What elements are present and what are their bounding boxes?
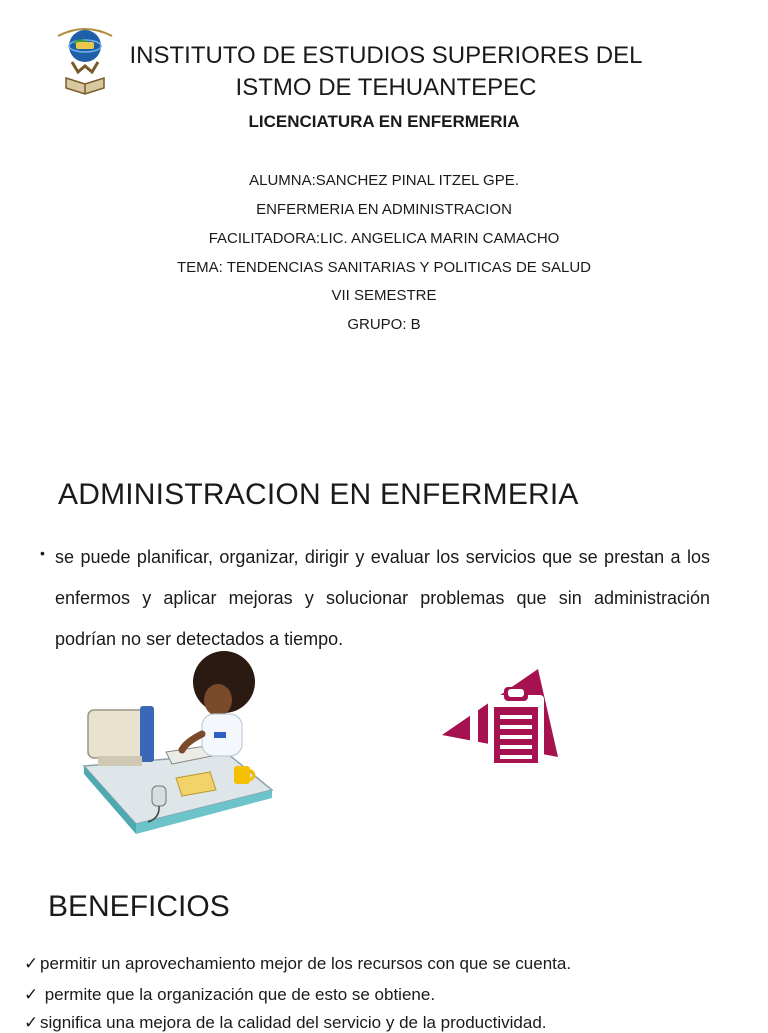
benefit-text: permitir un aprovechamiento mejor de los recursos con que se cuenta. — [40, 954, 572, 973]
institute-logo-icon — [52, 22, 118, 96]
semester: VII SEMESTRE — [331, 287, 437, 304]
bullet-marker: • — [40, 545, 45, 561]
medical-clipboard-icon — [440, 667, 560, 777]
topic: TEMA: TENDENCIAS SANITARIAS Y POLITICAS DE SALUD — [177, 259, 591, 276]
institute-title-line1: INSTITUTO DE ESTUDIOS SUPERIORES DEL — [129, 42, 643, 69]
benefit-item — [24, 954, 744, 974]
benefit-item — [24, 985, 744, 1005]
benefit-text: permite que la organización que de esto se obtiene. — [40, 985, 436, 1004]
admin-paragraph: se puede planificar, organizar, dirigir y evaluar los servicios que se prestan a los enfermos y aplicar mejoras y solucionar problemas que sin administración podrían no ser detectados a tiempo. — [55, 547, 710, 649]
institute-title — [120, 40, 652, 104]
check-icon: ✓ — [24, 1013, 39, 1032]
nurse-computer-illustration — [78, 648, 278, 843]
student-name: ALUMNA:SANCHEZ PINAL ITZEL GPE. — [249, 172, 519, 189]
institute-title-line2: ISTMO DE TEHUANTEPEC — [235, 74, 537, 101]
benefit-text: significa una mejora de la calidad del servicio y de la productividad. — [40, 1013, 547, 1032]
facilitator-name: FACILITADORA:LIC. ANGELICA MARIN CAMACHO — [208, 230, 560, 247]
benefits-title: BENEFICIOS — [48, 890, 230, 923]
admin-section-title: ADMINISTRACION EN ENFERMERIA — [58, 478, 579, 511]
benefit-item — [24, 1013, 744, 1033]
check-icon: ✓ — [24, 985, 39, 1004]
degree-title: LICENCIATURA EN ENFERMERIA — [248, 112, 520, 131]
group: GRUPO: B — [347, 316, 421, 333]
course-name: ENFERMERIA EN ADMINISTRACION — [256, 201, 512, 218]
check-icon: ✓ — [24, 954, 39, 973]
